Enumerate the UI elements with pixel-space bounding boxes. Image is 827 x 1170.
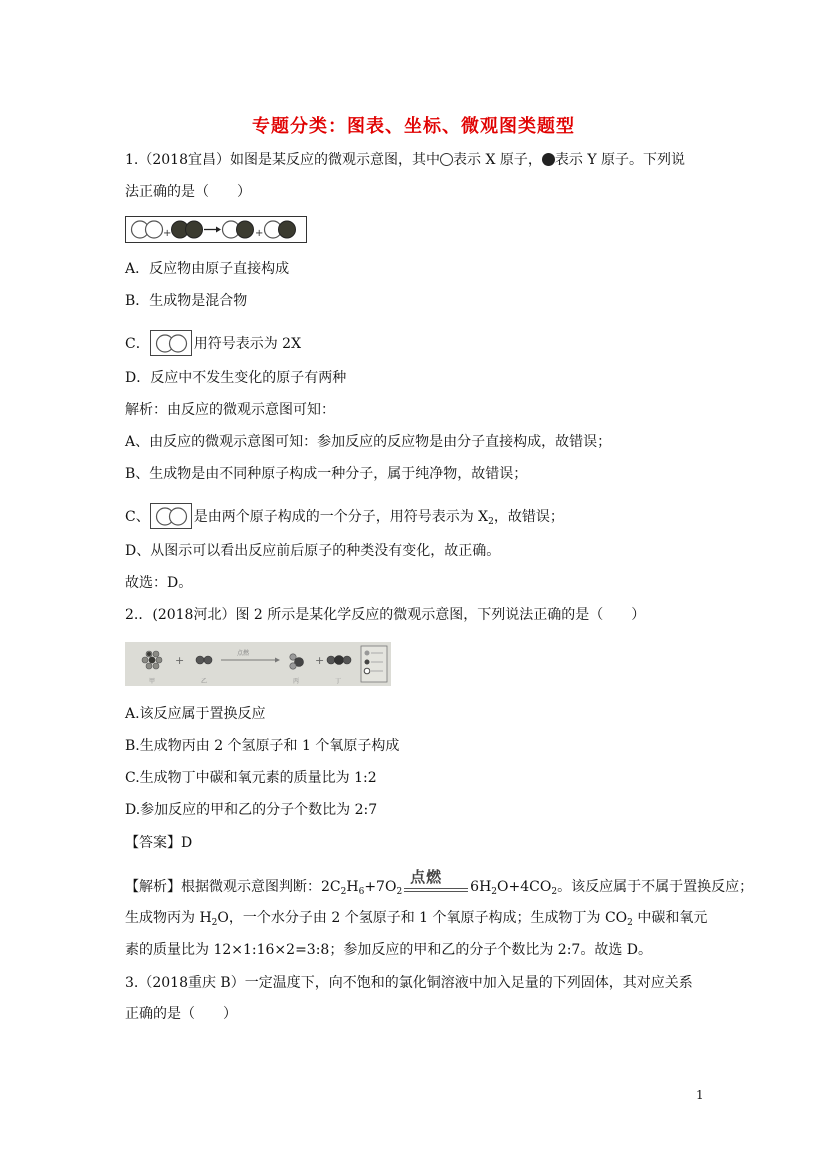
- q1-option-b: B．生成物是混合物: [125, 293, 248, 309]
- q2-fig-label-bing: 丙: [293, 678, 300, 685]
- q2-reaction-svg: [125, 642, 391, 686]
- q2-analysis-plus: +7O: [364, 879, 397, 895]
- q2-analysis-h: H: [346, 879, 359, 895]
- q2-line2-c: 中碳和氧元: [632, 910, 708, 926]
- q2-fig-label-ding: 丁: [335, 678, 342, 685]
- q1-stem: [125, 150, 685, 170]
- x2-molecule-icon: [150, 330, 192, 356]
- page-title: 专题分类：图表、坐标、微观图类题型: [252, 116, 575, 137]
- q2-analysis-line2: [125, 908, 707, 933]
- q2-option-d: D.参加反应的甲和乙的分子个数比为 2:7: [125, 802, 378, 818]
- q1-option-c: [125, 330, 301, 356]
- q2-sub: 6: [358, 887, 365, 897]
- q1-explain-c-text: 是由两个原子构成的一个分子，用符号表示为 X: [193, 509, 489, 525]
- q1-explain-c-sub: 2: [488, 517, 494, 527]
- q1-explain-c-prefix: C、: [125, 509, 150, 525]
- q1-stem-c: 表示 Y 原子。下列说: [554, 152, 686, 168]
- q2-line2-b: O，一个水分子由 2 个氢原子和 1 个氧原子构成；生成物丁为 CO: [217, 910, 628, 926]
- q1-option-d: D．反应中不发生变化的原子有两种: [125, 370, 347, 386]
- q1-explain-c-end: ，故错误；: [493, 509, 564, 525]
- q2-sub: 2: [551, 887, 558, 897]
- x2-molecule-icon: [150, 503, 192, 529]
- svg-text:+: +: [315, 654, 325, 667]
- q2-sub: 2: [627, 918, 633, 928]
- q1-option-a: A．反应物由原子直接构成: [125, 261, 290, 277]
- q2-line2-a: 生成物丙为 H: [125, 910, 212, 926]
- q2-analysis-line1: [125, 868, 754, 902]
- q2-analysis-prod: 6H: [470, 879, 492, 895]
- q2-answer: 【答案】D: [125, 835, 193, 851]
- q2-fig-label-jia: 甲: [149, 678, 156, 685]
- q2-analysis-tail: 。该反应属于不属于置换反应；: [557, 879, 754, 895]
- q2-fig-condition: 点燃: [237, 650, 250, 657]
- svg-text:+: +: [255, 228, 264, 239]
- q1-explain-a: A、由反应的微观示意图可知：参加反应的反应物是由分子直接构成，故错误；: [125, 434, 612, 450]
- q1-explain-b: B、生成物是由不同种原子构成一种分子，属于纯净物，故错误；: [125, 466, 528, 482]
- q2-reaction-figure: [125, 642, 391, 690]
- q2-fig-label-yi: 乙: [201, 678, 208, 685]
- reaction-condition-arrow: [402, 868, 470, 895]
- q1-reaction-svg: [125, 216, 307, 243]
- q2-sub: 2: [491, 887, 498, 897]
- q1-explain-c: [125, 503, 564, 532]
- q2-sub: 2: [396, 887, 403, 897]
- q2-option-a: A.该反应属于置换反应: [125, 706, 266, 722]
- q2-stem: 2.．(2018河北）图 2 所示是某化学反应的微观示意图，下列说法正确的是（ ）: [125, 607, 646, 623]
- reaction-condition-label: 点燃: [410, 868, 443, 886]
- y-atom-icon: [542, 153, 555, 166]
- page-number: 1: [696, 1088, 704, 1102]
- x-atom-icon: [440, 153, 453, 166]
- q2-option-c: C.生成物丁中碳和氧元素的质量比为 1:2: [125, 770, 377, 786]
- q1-stem-a: 1.（2018宜昌）如图是某反应的微观示意图，其中: [125, 152, 440, 168]
- q1-reaction-diagram: [125, 216, 307, 247]
- q2-sub: 2: [211, 918, 218, 928]
- q1-option-c-text: 用符号表示为 2X: [193, 336, 302, 352]
- q1-stem-line2: 法正确的是（ ）: [125, 184, 251, 200]
- q2-analysis-prod2: O+4CO: [497, 879, 552, 895]
- q1-analysis-head: 解析：由反应的微观示意图可知：: [125, 402, 335, 418]
- q3-stem-line1: 3.（2018重庆 B）一定温度下，向不饱和的氯化铜溶液中加入足量的下列固体，其对应关系: [125, 975, 693, 991]
- q3-stem-line2: 正确的是（ ）: [125, 1006, 237, 1022]
- q2-option-b: B.生成物丙由 2 个氢原子和 1 个氧原子构成: [125, 738, 400, 754]
- q1-choice: 故选：D。: [125, 575, 193, 591]
- q1-explain-d: D、从图示可以看出反应前后原子的种类没有变化，故正确。: [125, 543, 501, 559]
- q1-stem-b: 表示 X 原子，: [453, 152, 542, 168]
- q2-analysis-label: 【解析】: [125, 879, 181, 895]
- q2-analysis-a: 根据微观示意图判断：2C: [181, 879, 341, 895]
- svg-text:+: +: [163, 228, 172, 239]
- q1-option-c-prefix: C．: [125, 336, 150, 352]
- q2-analysis-line3: 素的质量比为 12×1:16×2=3:8；参加反应的甲和乙的分子个数比为 2:7。故选 D。: [125, 942, 652, 958]
- svg-text:+: +: [175, 654, 185, 667]
- q2-sub: 2: [340, 887, 347, 897]
